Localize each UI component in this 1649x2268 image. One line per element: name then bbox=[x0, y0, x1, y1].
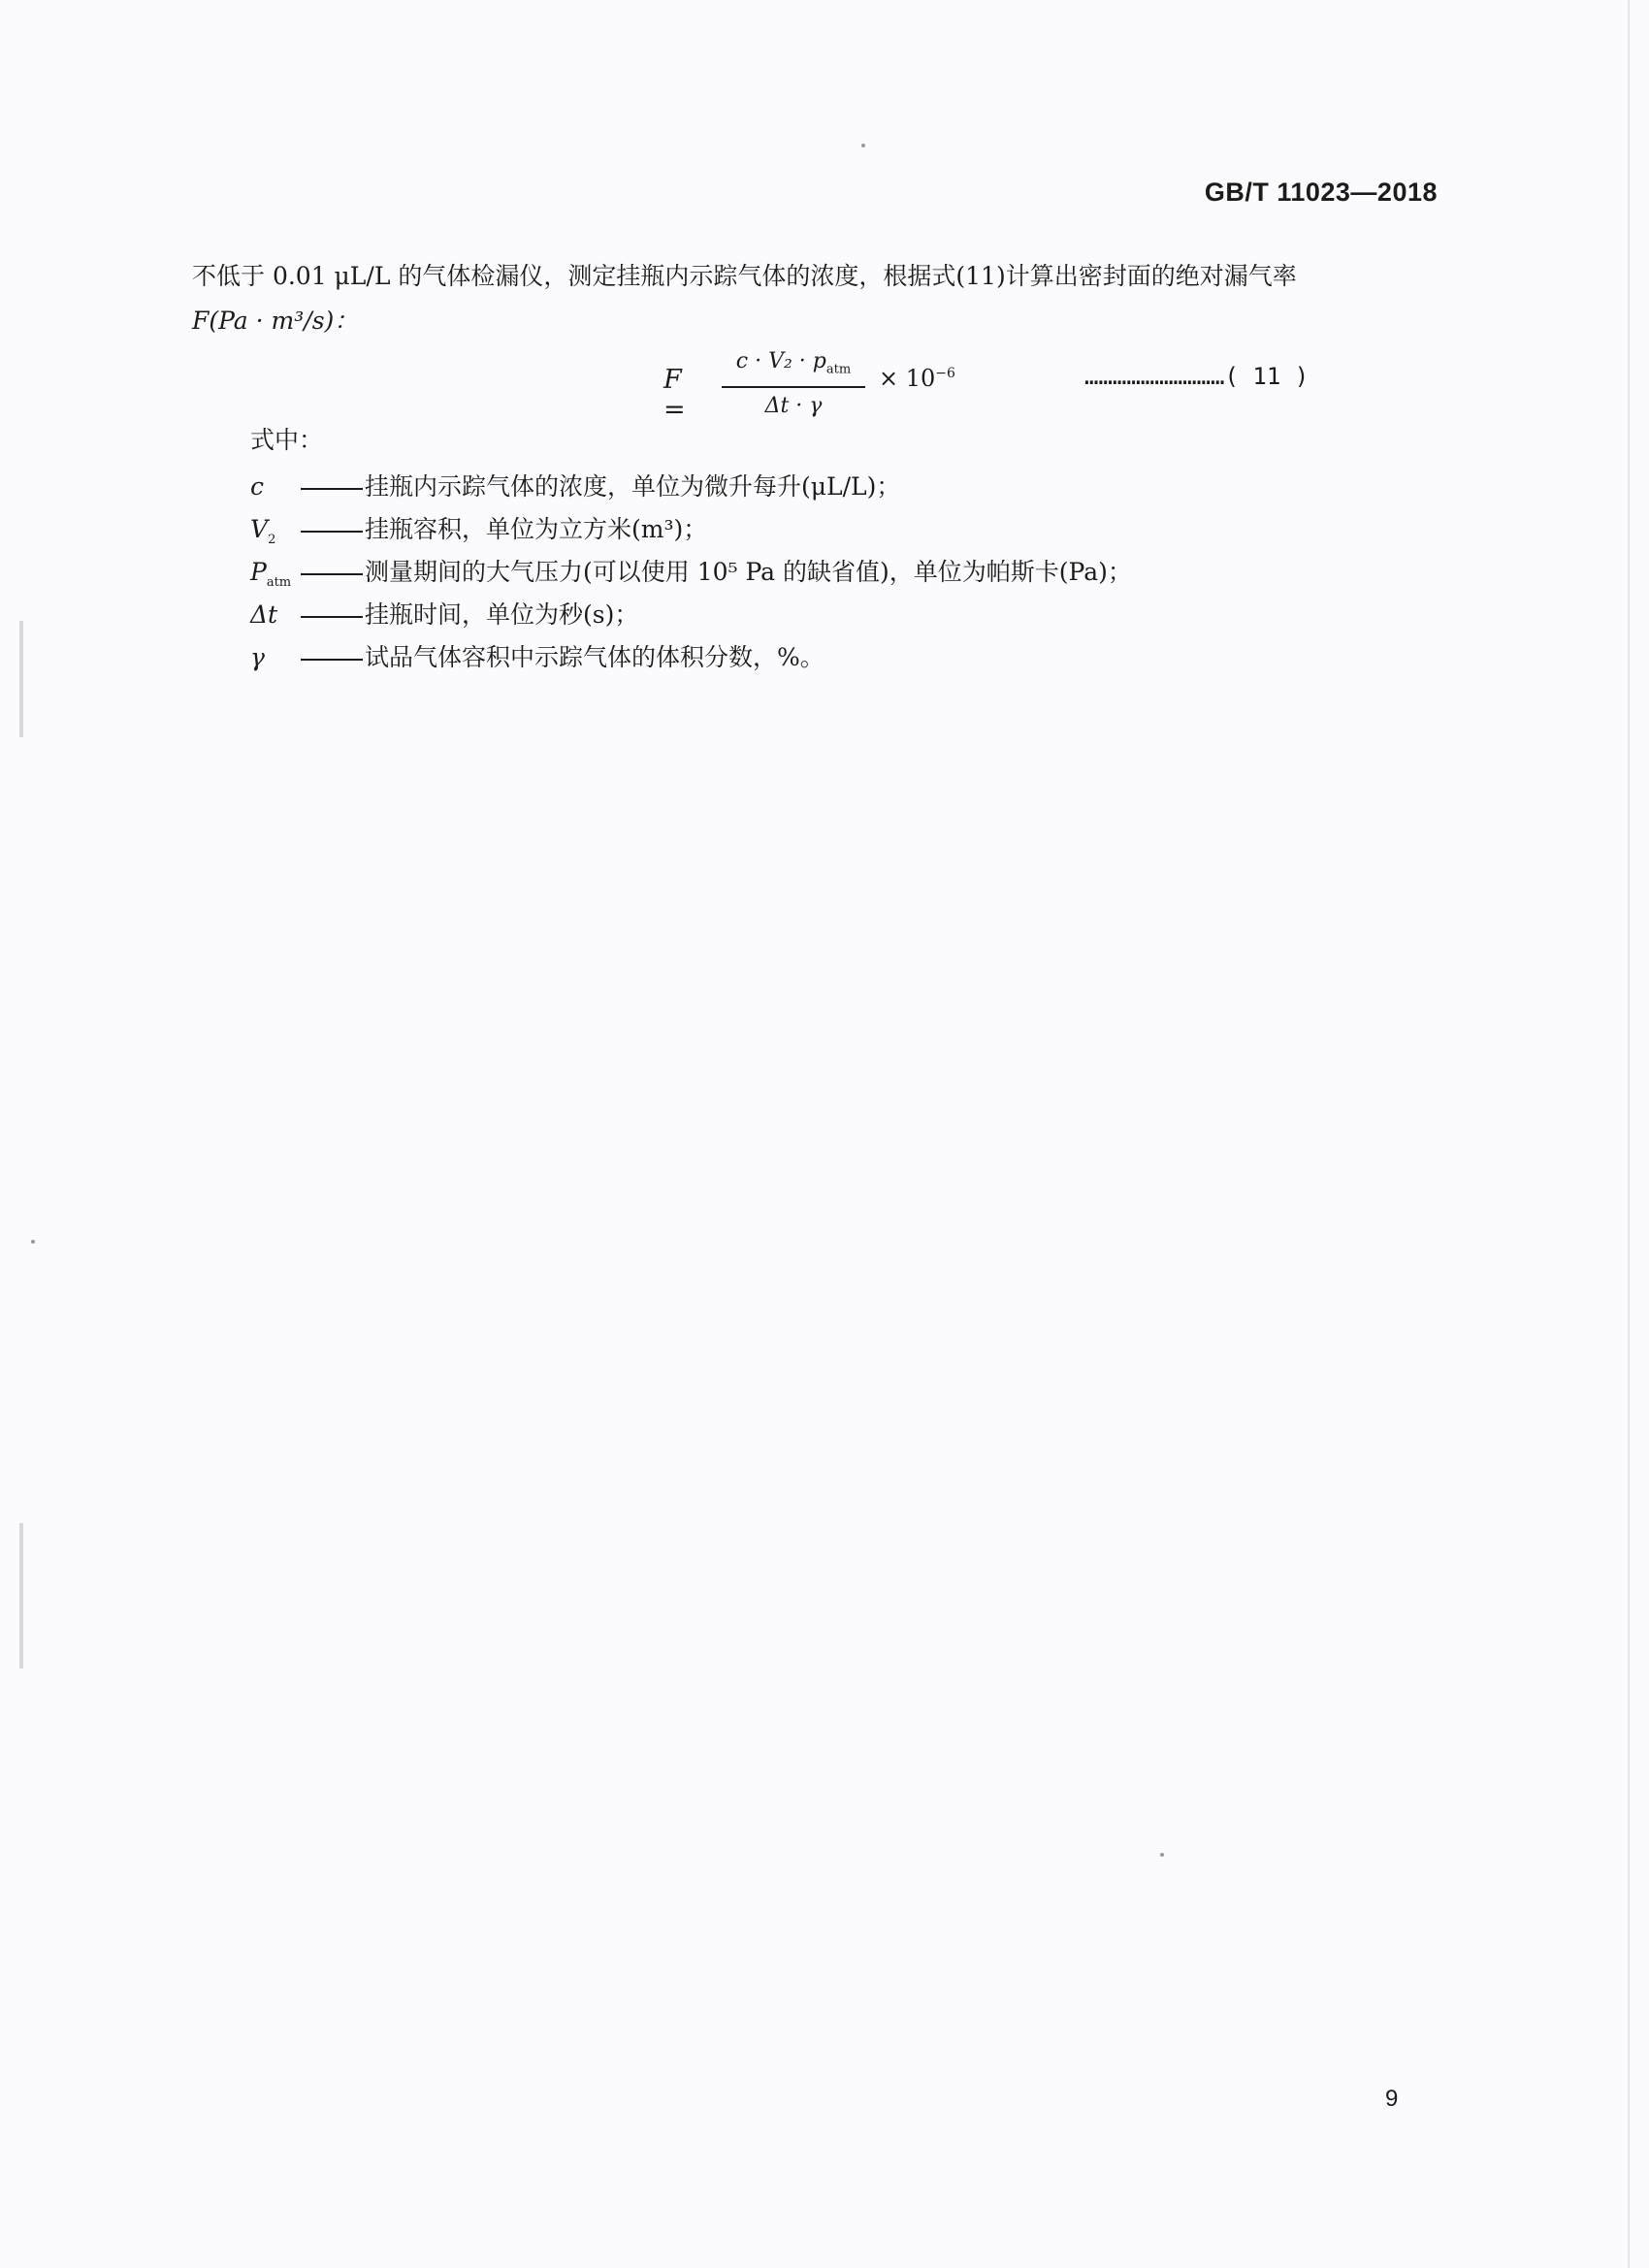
equation-number: …………………………( 11 ) bbox=[1084, 363, 1310, 390]
variable-symbol: Δt bbox=[250, 600, 278, 629]
definition-dash bbox=[301, 531, 363, 533]
fraction-bar bbox=[722, 386, 865, 388]
scan-speck bbox=[1160, 1853, 1164, 1857]
variable-symbol: γ bbox=[250, 643, 265, 671]
scan-edge-left-bottom bbox=[19, 1523, 23, 1669]
scan-speck bbox=[31, 1240, 35, 1244]
paragraph-line-2: F(Pa · m³/s)： bbox=[192, 307, 359, 335]
definition-dash bbox=[301, 488, 363, 490]
variable-text: 测量期间的大气压力(可以使用 10⁵ Pa 的缺省值)，单位为帕斯卡(Pa)； bbox=[365, 558, 1132, 586]
definition-dash bbox=[301, 616, 363, 618]
paragraph-line-1: 不低于 0.01 μL/L 的气体检漏仪，测定挂瓶内示踪气体的浓度，根据式(11)计算出密封面的绝对漏气率 bbox=[192, 262, 1297, 290]
variable-symbol: $V_2$ bbox=[250, 515, 276, 547]
scan-edge-left-top bbox=[19, 621, 23, 737]
page-number: 9 bbox=[1385, 2086, 1399, 2112]
variable-text: 挂瓶内示踪气体的浓度，单位为微升每升(μL/L)； bbox=[365, 472, 901, 501]
variable-text: 挂瓶时间，单位为秒(s)； bbox=[365, 600, 639, 629]
where-title: 式中： bbox=[250, 426, 324, 454]
scan-speck bbox=[861, 144, 865, 147]
definition-dash bbox=[301, 573, 363, 575]
variable-definition bbox=[250, 468, 900, 506]
formula-lhs: F = bbox=[663, 365, 686, 425]
intro-paragraph bbox=[192, 254, 1445, 343]
variable-text: 试品气体容积中示踪气体的体积分数，%。 bbox=[365, 643, 824, 671]
variable-definition bbox=[250, 596, 638, 634]
formula-denominator: Δt · γ bbox=[764, 394, 823, 419]
variable-text: 挂瓶容积，单位为立方米(m³)； bbox=[365, 515, 708, 543]
variable-definition bbox=[250, 638, 824, 677]
variable-definition bbox=[250, 510, 707, 549]
formula-multiplier: × $10^{-6}$ bbox=[879, 365, 955, 392]
scan-edge-right bbox=[1628, 0, 1630, 2268]
standard-number: GB/T 11023—2018 bbox=[1204, 178, 1438, 207]
variable-definition bbox=[250, 553, 1132, 592]
formula-fraction bbox=[722, 347, 865, 421]
definition-dash bbox=[301, 659, 363, 661]
formula-numerator: $c \cdot V_2 \cdot p_{atm}$ bbox=[735, 349, 852, 377]
variable-symbol: $P_{atm}$ bbox=[250, 558, 292, 590]
variable-symbol: c bbox=[250, 472, 265, 501]
